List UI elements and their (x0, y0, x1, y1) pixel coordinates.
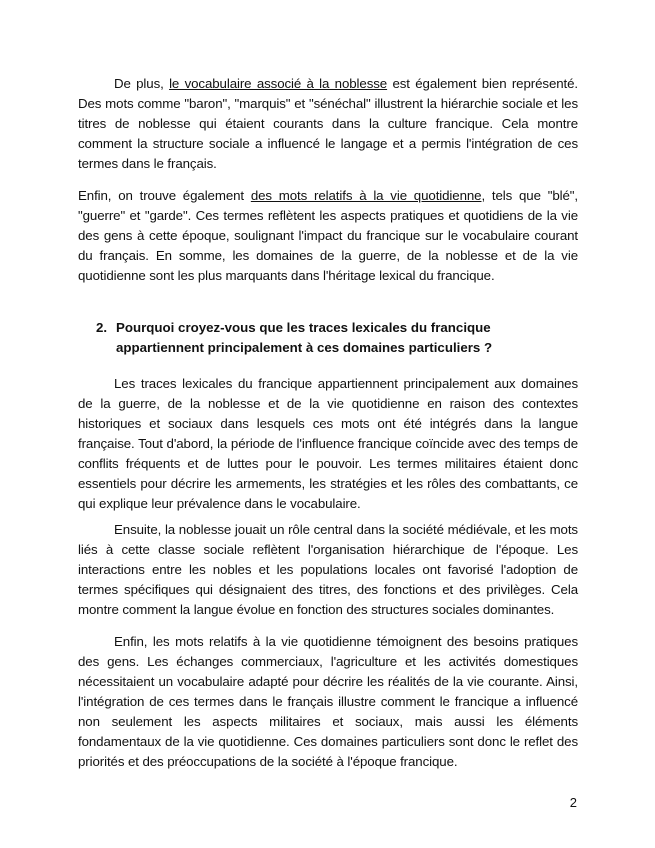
underlined-phrase: des mots relatifs à la vie quotidienne (250, 188, 482, 203)
answer-paragraph-daily-life: Enfin, les mots relatifs à la vie quotidienne témoignent des besoins pratiques des gens. Les échanges commerciaux, l'agriculture et les activités domestiques nécessitaient un vocabulaire adapté pour décrire les réalités de la vie courante. Ainsi, l'intégration de ces termes dans le français illustre comment le francique a influencé non seulement les aspects militaires et sociaux, mais aussi les éléments fondamentaux de la vie quotidienne. Ces domaines particuliers sont donc le reflet des priorités et des préoccupations de la société à l'époque francique. (78, 634, 578, 769)
question-heading (96, 318, 582, 358)
paragraph-text: est également bien représenté. Des mots comme "baron", "marquis" et "sénéchal" illustrent la hiérarchie sociale et les titres de noblesse qui étaient courants dans la culture francique. Cela montre comment la structure sociale a influencé le langage et a permis l'intégration de ces termes dans le français. (78, 76, 579, 171)
paragraph-text: Enfin, on trouve également (78, 188, 251, 203)
paragraph-daily-life-vocabulary (78, 186, 578, 286)
paragraph-text: , tels que "blé", "guerre" et "garde". Ces termes reflètent les aspects pratiques et quotidiens de la vie des gens à cette époque, soulignant l'impact du francique sur le vocabulaire courant du français. En somme, les domaines de la guerre, de la noblesse et de la vie quotidienne sont les plus marquants dans l'héritage lexical du francique. (78, 188, 578, 283)
question-text: Pourquoi croyez-vous que les traces lexicales du francique appartiennent principalement à ces domaines particuliers ? (116, 320, 493, 355)
page-number: 2 (569, 795, 577, 810)
paragraph-nobility-vocabulary (78, 74, 578, 174)
paragraph-text: De plus, (114, 76, 170, 91)
question-number: 2. (96, 320, 108, 335)
answer-paragraph-nobility: Ensuite, la noblesse jouait un rôle central dans la société médiévale, et les mots liés à cette classe sociale reflètent l'organisation hiérarchique de l'époque. Les interactions entre les nobles et les populations locales ont favorisé l'adoption de termes spécifiques qui désignaient des titres, des fonctions et des privilèges. Cela montre comment la langue évolue en fonction des structures sociales dominantes. (78, 522, 578, 617)
underlined-phrase: le vocabulaire associé à la noblesse (169, 76, 388, 91)
answer-paragraph-war: Les traces lexicales du francique appartiennent principalement aux domaines de la guerre, de la noblesse et de la vie quotidienne en raison des contextes historiques et sociaux dans lesquels ces mots ont été intégrés dans la langue française. Tout d'abord, la période de l'influence francique coïncide avec des temps de conflits fréquents et de luttes pour le pouvoir. Les termes militaires étaient donc essentiels pour décrire les armements, les stratégies et les rôles des combattants, ce qui explique leur prévalence dans le vocabulaire. (78, 376, 578, 511)
